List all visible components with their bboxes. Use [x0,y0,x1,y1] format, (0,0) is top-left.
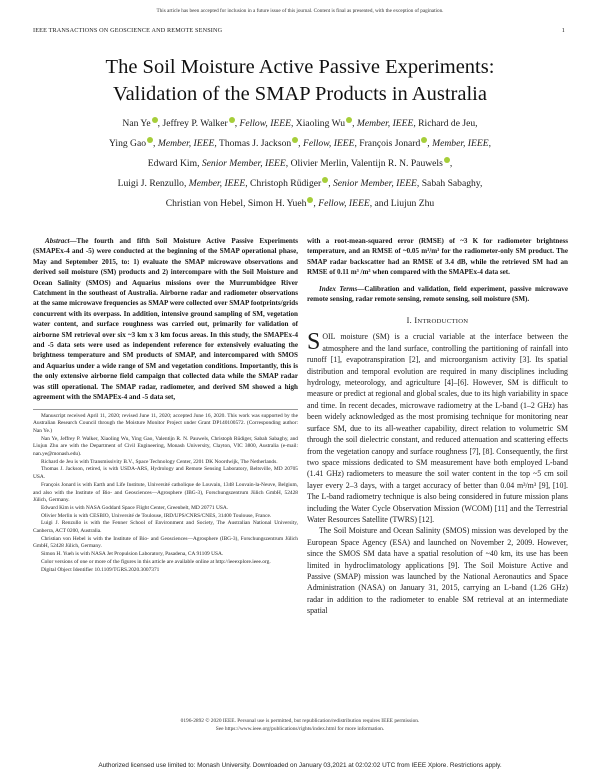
running-head [33,27,565,34]
author-separator: , [234,118,240,129]
author-name: Jeffrey P. Walker [162,118,228,129]
abstract-continued: with a root-mean-squared error (RMSE) of ~3 K for radiometer brightness temperature, and an RMSE of ~0.05 m³/m³ for the radiometer-only SM product. The SMAP radar backscatter had an RMSE of 3.4 dB, while the retrieved SM had an RMSE of 0.11 m³ /m³ when compared with the SMAPEx-4 data set. [307,237,568,277]
author-separator: , [214,138,219,149]
author-name: François Jonard [359,138,421,149]
footnote-affiliation: Christian von Hebel is with the Institute of Bio- and Geosciences—Agrosphere (IBG-3), Forschungszentrum Jülich GmbH, 52428 Jülich, Germany. [33,535,298,550]
footnote-color-note: Color versions of one or more of the figures in this article are available online at http://ieeexplore.ieee.org. [41,558,271,565]
author-role: Member, IEEE [188,178,246,189]
author-name: Nan Ye [122,118,151,129]
author-line-2 [40,134,560,154]
author-name: Richard de Jeu [418,118,476,129]
acceptance-notice: This article has been accepted for inclusion in a future issue of this journal. Content is final as presented, with the exception of pagination. [156,8,444,14]
author-role: Senior Member, IEEE [333,178,417,189]
footnote-affiliation: Nan Ye, Jeffrey P. Walker, Xiaoling Wu, Ying Gao, Valentijn R. N. Pauwels, Christoph Rüdiger, Sabah Sabaghy, and Liujun Zhu are with the Department of Civil Engineering, Monash University, Clayton, VIC 3800, Australia (e-mail: nan.ye@monash.edu). [33,435,298,458]
author-separator: , [488,138,491,149]
index-terms-label: Index Terms [319,284,358,293]
section-number: I. [406,316,413,326]
copyright-line-2: See https://www.ieee.org/publications/rights/index.html for more information. [215,725,385,732]
footnote-affiliation: Richard de Jeu is with Transmissivity B.V., Space Technology Center, 2201 DK Noordwijk, The Netherlands. [41,458,278,465]
license-footer: Authorized licensed use limited to: Monash University. Downloaded on January 03,2021 at 02:02:02 UTC from IEEE Xplore. Restrictions apply. [98,762,502,769]
copyright-line-1: 0196-2892 © 2020 IEEE. Personal use is permitted, but republication/redistribution requires IEEE permission. [180,718,420,724]
author-separator: , [157,118,163,129]
author-separator: , [197,158,202,169]
left-column [33,236,298,574]
abstract [33,236,298,403]
footnote-affiliation: François Jonard is with Earth and Life Institute, Université catholique de Louvain, 1348 Louvain-la-Neuve, Belgium, and also with the Institute of Bio- and Geosciences—Agrosphere (IBG-3), Forschungszentrum Jülich GmbH, 52428 Jülich, Germany. [33,481,298,504]
title-line-1: The Soil Moisture Active Passive Experiments: [105,56,495,78]
author-separator: , [416,178,422,189]
author-name: Xiaoling Wu [295,118,346,129]
page-number: 1 [561,27,565,34]
intro-lead: OIL [322,332,336,342]
author-separator: , [427,138,433,149]
footnote-manuscript: Manuscript received April 11, 2020; revised June 11, 2020; accepted June 16, 2020. This work was supported by the Australian Research Council through the Moisture Monitor Project under Grant DP140100572. (Corresponding author: Nan Ye.) [33,412,298,434]
author-name: Sabah Sabaghy [421,178,480,189]
author-separator: , [449,158,453,169]
author-separator: , [354,138,360,149]
footnote-affiliation: Simon H. Yueh is with NASA Jet Propulsion Laboratory, Pasadena, CA 91109 USA. [41,551,224,558]
author-separator: , [369,198,375,209]
author-separator: , [291,118,296,129]
footnote-affiliation: Thomas J. Jackson, retired, is with USDA-ARS, Hydrology and Remote Sensing Laboratory, Beltsville, MD 20705 USA. [33,466,298,481]
journal-name: IEEE TRANSACTIONS ON GEOSCIENCE AND REMOTE SENSING [33,27,223,34]
author-name: Thomas J. Jackson [218,138,292,149]
dropcap: S [307,329,321,356]
author-separator: , [285,158,291,169]
section-title-rest: NTRODUCTION [417,318,469,326]
author-name: and Liujun Zhu [374,198,435,209]
author-line-5 [40,194,560,214]
author-separator: , [479,178,483,189]
author-role: Member, IEEE [157,138,215,149]
author-separator: , [328,178,333,189]
abstract-text: —The fourth and fifth Soil Moisture Active Passive Experiments (SMAPEx-4 and -5) were conducted at the beginning of the SMAP operational phase, May and September 2015, to: 1) evaluate the SMAP microwave observations and derived soil moisture (SM) products and 2) intercompare with the Soil Moisture and Ocean Salinity (SMOS) and Aquarius missions over the Murrumbidgee River Catchment in the southeast of Australia. Airborne radar and radiometer observations at the same microwave frequencies as SMAP were collected over SMAP footprints/grids concurrent with its overpass. In addition, intensive ground sampling of SM, vegetation water content, and surface roughness was carried out, primarily for validation of airborne SM retrieval over six ~3 km x 3 km focus areas. In this study, the SMAPEx-4 and -5 data sets were used as independent reference for extensively evaluating the brightness temperature and SM products of SMAP, and intercompared with SMOS and Aquarius under a wide range of SM and vegetation conditions. Importantly, this is the only extensive airborne field campaign that collected data while the SMAP radar was still operational. The SMAP radar, radiometer, and derived SM showed a high agreement with the SMAPEx-4 and -5 data set, [33,237,298,402]
author-separator: , [245,178,251,189]
author-line-1 [40,114,560,134]
author-separator: , [346,158,351,169]
author-name: Olivier Merlin [290,158,347,169]
author-name: Simon H. Yueh [247,198,307,209]
author-separator: , [475,118,478,129]
footnote-affiliation: Edward Kim is with NASA Goddard Space Flight Center, Greenbelt, MD 20771 USA. [41,504,229,511]
author-separator: , [413,118,419,129]
author-separator: , [153,138,158,149]
author-role: Senior Member, IEEE [201,158,286,169]
copyright-notice [0,718,600,733]
footnote-affiliation: Luigi J. Renzullo is with the Fenner School of Environment and Society, The Australian National University, Canberra, ACT 0200, Australia. [33,520,298,535]
author-name: Christoph Rüdiger [250,178,322,189]
author-line-4 [40,174,560,194]
intro-paragraph-2: The Soil Moisture and Ocean Salinity (SMOS) mission was developed by the European Space Agency (ESA) and launched on November 2, 2009. However, since the SMOS SM data have a spatial resolution of ~40 km, its use has been limited in hydroclimatology applications [9]. The Soil Moisture Active and Passive (SMAP) mission was launched by the National Aeronautics and Space Administration (NASA) on January 31, 2015, carrying an L-band (1.26 GHz) radar in addition to the radiometer to enable SM retrieval at an intermediate spatial [307,526,568,616]
section-title-first: I [414,316,418,326]
intro-paragraph-1 [307,331,568,525]
author-role: Member, IEEE [356,118,414,129]
author-name: Edward Kim [147,158,198,169]
title-line-2: Validation of the SMAP Products in Australia [113,83,487,105]
index-terms-text: —Calibration and validation, field experiment, passive microwave remote sensing, radar remote sensing, remote sensing, soil moisture (SM). [307,284,568,304]
footnote-affiliation: Olivier Merlin is with CESBIO, Université de Toulouse, IRD/UPS/CNRS/CNES, 31400 Toulouse, France. [41,512,272,519]
author-separator: , [243,198,248,209]
paper-title [30,54,570,108]
author-separator: , [298,138,303,149]
intro-para-1-text: moisture (SM) is a crucial variable at the interface between the atmosphere and the land surface, controlling the partitioning of rainfall into runoff [1], evapotranspiration [2], and microorganism activity [3]. Its spatial distribution and temporal evolution are required in many disciplines including hydrology, meteorology, and agriculture [4]–[6]. However, SM is difficult to measure or predict at regional and global scales, due to its high variability in space and time. In recent decades, microwave radiometry at the L-band (1–2 GHz) has been widely acknowledged as the most promising technique for monitoring near surface SM, due to its all-weather capability, direct relation to volumetric SM through the soil dielectric constant, and reduced attenuation and scattering effects from the vegetation canopy and surface roughness [7], [8]. Consequently, the first two space missions dedicated to SM measurement have both employed L-band (1.41 GHz) radiometers to measure the soil water content in the top ~5 cm soil layer every 2–3 days, with a target accuracy of better than 0.04 m³/m³ [9], [10]. The L-band radiometry technique is also being considered in future mission plans including the Water Cycle Observation Mission (WCOM) [11] and the Terrestrial Water Resources Satellite (TWRS) [12]. [307,332,568,524]
author-separator: , [313,198,319,209]
author-role: Fellow, IEEE [239,118,291,129]
author-role: Member, IEEE [432,138,489,149]
footnote-doi: Digital Object Identifier 10.1109/TGRS.2020.3007371 [41,566,160,573]
author-name: Ying Gao [109,138,147,149]
section-heading-introduction [307,316,568,325]
right-column [307,236,568,617]
index-terms [307,284,568,305]
author-role: Fellow, IEEE [318,198,370,209]
author-role: Fellow, IEEE [302,138,355,149]
author-separator: , [352,118,357,129]
author-line-3 [40,154,560,174]
author-separator: , [183,178,189,189]
author-name: Christian von Hebel [165,198,244,209]
author-name: Luigi J. Renzullo [117,178,184,189]
author-list [40,114,560,214]
author-name: Valentijn R. N. Pauwels [350,158,443,169]
footnotes [33,409,298,575]
abstract-label: Abstract [45,237,70,245]
